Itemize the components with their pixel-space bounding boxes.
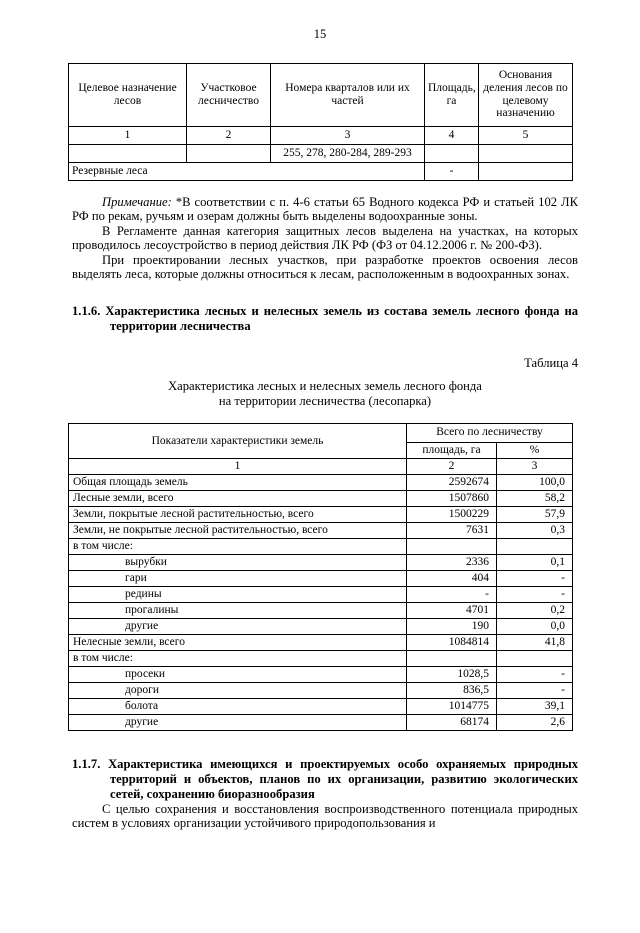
row-label: Лесные земли, всего [69, 491, 407, 507]
row-percent-value [497, 651, 573, 667]
purpose-of-forests-table-wrapper [68, 63, 572, 181]
row-percent-value: - [497, 587, 573, 603]
note-paragraph [0, 195, 640, 224]
row-percent-value: - [497, 571, 573, 587]
t1-r1-area [425, 144, 479, 162]
t2-header-percent: % [497, 442, 573, 458]
row-label: Земли, не покрытые лесной растительностью, всего [69, 523, 407, 539]
t2-colnum-3: 3 [497, 459, 573, 475]
row-percent-value: 0,2 [497, 603, 573, 619]
row-area-value [407, 651, 497, 667]
table-column-number-row [69, 459, 573, 475]
table-column-number-row [69, 126, 573, 144]
note-label: Примечание: [102, 194, 172, 209]
t1-header-district-forestry: Участковое лесничество [187, 63, 271, 126]
row-label: Земли, покрытые лесной растительностью, всего [69, 507, 407, 523]
row-label: другие [69, 715, 407, 731]
row-label: другие [69, 619, 407, 635]
row-percent-value: 0,0 [497, 619, 573, 635]
row-percent-value: 58,2 [497, 491, 573, 507]
t1-header-purpose: Целевое назначение лесов [69, 63, 187, 126]
note-paragraph-2: В Регламенте данная категория защитных лесов выделена на участках, на которых проводилось лесоустройство в период действия ЛК РФ (ФЗ от 04.12.2006 г. № 200-ФЗ). [72, 223, 578, 253]
row-percent-value: - [497, 683, 573, 699]
table-row [69, 699, 573, 715]
row-label: вырубки [69, 555, 407, 571]
section-heading-1-1-7: 1.1.7. Характеристика имеющихся и проектируемых особо охраняемых природных территорий и объектов, планов по их организации, развитию экологических сетей, сохранению биоразнообразия [72, 757, 578, 801]
row-area-value: 836,5 [407, 683, 497, 699]
row-label: просеки [69, 667, 407, 683]
row-area-value: 1028,5 [407, 667, 497, 683]
table-row [69, 475, 573, 491]
page-number: 15 [313, 27, 327, 41]
row-label: прогалины [69, 603, 407, 619]
row-area-value: 7631 [407, 523, 497, 539]
table-row [69, 491, 573, 507]
row-area-value: 2592674 [407, 475, 497, 491]
t1-colnum-2: 2 [187, 126, 271, 144]
row-percent-value: - [497, 667, 573, 683]
t2-header-total: Всего по лесничеству [407, 424, 573, 443]
table-row [69, 507, 573, 523]
t1-r1-block-numbers: 255, 278, 280-284, 289-293 [271, 144, 425, 162]
row-area-value: 4701 [407, 603, 497, 619]
row-label: Общая площадь земель [69, 475, 407, 491]
t1-header-block-numbers: Номера кварталов или их частей [271, 63, 425, 126]
row-percent-value: 0,3 [497, 523, 573, 539]
row-percent-value: 100,0 [497, 475, 573, 491]
t1-reserve-forests-area: - [425, 162, 479, 180]
t2-colnum-1: 1 [69, 459, 407, 475]
row-label: в том числе: [69, 539, 407, 555]
row-area-value: 68174 [407, 715, 497, 731]
row-area-value: 190 [407, 619, 497, 635]
t1-reserve-forests-basis [479, 162, 573, 180]
row-percent-value [497, 539, 573, 555]
table-row [69, 651, 573, 667]
t1-header-area: Площадь, га [425, 63, 479, 126]
table-row [69, 523, 573, 539]
row-label: Нелесные земли, всего [69, 635, 407, 651]
row-area-value [407, 539, 497, 555]
table-row [69, 539, 573, 555]
row-percent-value: 57,9 [497, 507, 573, 523]
t1-reserve-forests-label: Резервные леса [69, 162, 425, 180]
t1-r1-purpose [69, 144, 187, 162]
row-area-value: - [407, 587, 497, 603]
table-row [69, 555, 573, 571]
row-area-value: 1084814 [407, 635, 497, 651]
note-paragraph-3: При проектировании лесных участков, при разработке проектов освоения лесов выделять леса, которые должны относиться к лесам, расположенным в водоохранных зонах. [72, 252, 578, 282]
row-label: дороги [69, 683, 407, 699]
table-row [69, 603, 573, 619]
table-caption-line-2: на территории лесничества (лесопарка) [218, 393, 432, 408]
section-heading-1-1-6: 1.1.6. Характеристика лесных и нелесных земель из состава земель лесного фонда на территории лесничества [72, 304, 578, 333]
table-row [69, 144, 573, 162]
row-area-value: 1507860 [407, 491, 497, 507]
t2-header-area: площадь, га [407, 442, 497, 458]
table-row [69, 619, 573, 635]
row-area-value: 1014775 [407, 699, 497, 715]
row-area-value: 2336 [407, 555, 497, 571]
table-row [69, 635, 573, 651]
row-percent-value: 2,6 [497, 715, 573, 731]
row-label: в том числе: [69, 651, 407, 667]
row-area-value: 1500229 [407, 507, 497, 523]
row-label: редины [69, 587, 407, 603]
table-row [69, 715, 573, 731]
table-header-row [69, 424, 573, 443]
t1-colnum-1: 1 [69, 126, 187, 144]
row-percent-value: 0,1 [497, 555, 573, 571]
purpose-of-forests-table [68, 63, 573, 181]
table-caption-line-1: Характеристика лесных и нелесных земель лесного фонда [168, 378, 482, 393]
document-page [0, 28, 640, 933]
table-header-row [69, 63, 573, 126]
table-row [69, 683, 573, 699]
table-number-label: Таблица 4 [524, 355, 578, 370]
table-row [69, 162, 573, 180]
t1-colnum-4: 4 [425, 126, 479, 144]
land-characteristics-table [68, 423, 573, 731]
t1-header-basis: Основания деления лесов по целевому назначению [479, 63, 573, 126]
table-row [69, 667, 573, 683]
closing-paragraph: С целью сохранения и восстановления воспроизводственного потенциала природных систем в условиях организации устойчивого природопользования и [72, 801, 578, 831]
t1-r1-basis [479, 144, 573, 162]
table-row [69, 571, 573, 587]
table-row [69, 587, 573, 603]
t1-r1-district-forestry [187, 144, 271, 162]
row-area-value: 404 [407, 571, 497, 587]
t2-colnum-2: 2 [407, 459, 497, 475]
row-label: болота [69, 699, 407, 715]
t1-colnum-3: 3 [271, 126, 425, 144]
note-text: *В соответствии с п. 4-6 статьи 65 Водного кодекса РФ и статьей 102 ЛК РФ по рекам, ручьям и озерам должны быть выделены водоохранные зоны. [72, 194, 578, 224]
row-percent-value: 41,8 [497, 635, 573, 651]
land-characteristics-table-wrapper [68, 423, 572, 731]
row-label: гари [69, 571, 407, 587]
t1-colnum-5: 5 [479, 126, 573, 144]
t2-header-indicator: Показатели характеристики земель [69, 424, 407, 459]
table-caption [0, 379, 640, 409]
row-percent-value: 39,1 [497, 699, 573, 715]
